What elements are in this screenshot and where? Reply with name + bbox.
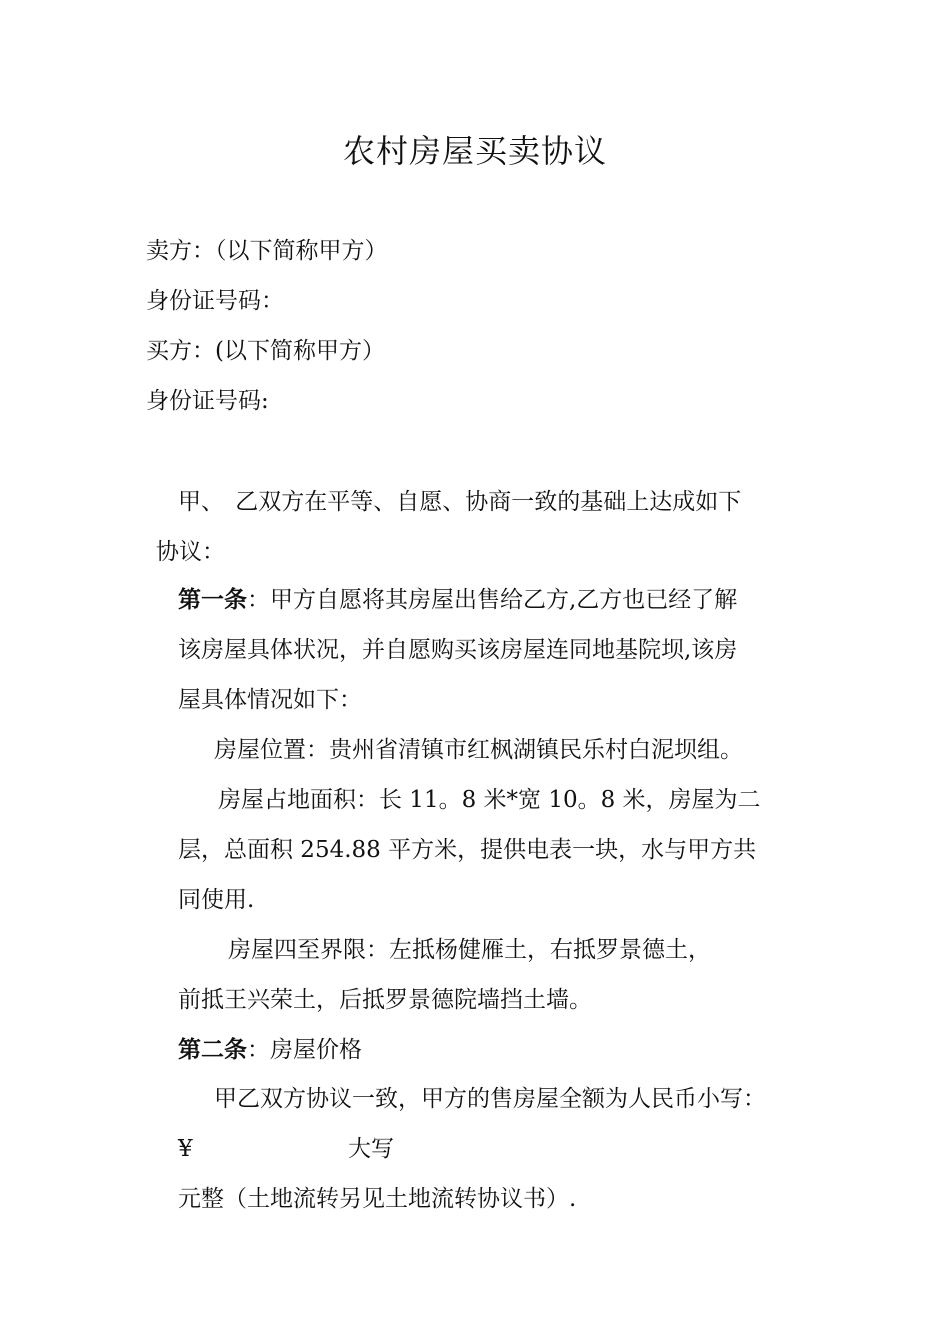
document-title: 农村房屋买卖协议 xyxy=(342,132,607,170)
location-line: 房屋位置：贵州省清镇市红枫湖镇民乐村白泥坝组。 xyxy=(214,737,743,763)
article-1-text: ：甲方自愿将其房屋出售给乙方,乙方也已经了解 xyxy=(247,587,738,613)
seller-line: 卖方：（以下简称甲方） xyxy=(146,238,388,264)
area-line-2: 层，总面积 254.88 平方米，提供电表一块，水与甲方共 xyxy=(178,837,757,863)
article-2-label: 第二条 xyxy=(178,1036,247,1063)
article-2-text: ：房屋价格 xyxy=(247,1037,362,1063)
article-1-line-1 xyxy=(178,584,737,616)
boundary-line-2: 前抵王兴荣土，后抵罗景德院墙挡土墙。 xyxy=(178,987,592,1013)
article-1-line-2: 该房屋具体状况，并自愿购买该房屋连同地基院坝,该房 xyxy=(178,637,738,663)
buyer-id-line: 身份证号码: xyxy=(146,388,269,414)
intro-line-2: 协议： xyxy=(156,539,225,565)
intro-line-1: 甲、 乙双方在平等、自愿、协商一致的基础上达成如下 xyxy=(178,489,742,515)
article-2-line xyxy=(178,1034,362,1066)
buyer-line: 买方：(以下简称甲方） xyxy=(146,338,385,364)
article-1-line-3: 屋具体情况如下： xyxy=(178,687,362,713)
article-1-label: 第一条 xyxy=(178,586,247,613)
boundary-line-1: 房屋四至界限：左抵杨健雁土，右抵罗景德土， xyxy=(228,937,711,963)
area-line-3: 同使用. xyxy=(178,887,255,913)
area-line-1: 房屋占地面积：长 11。8 米*宽 10。8 米，房屋为二 xyxy=(218,787,761,813)
price-upper-label: 大写 xyxy=(348,1136,394,1162)
price-line-3: 元整（土地流转另见土地流转协议书）. xyxy=(178,1186,577,1212)
price-symbol: ¥ xyxy=(178,1136,193,1162)
price-line-1: 甲乙双方协议一致，甲方的售房屋全额为人民币小写： xyxy=(214,1086,766,1112)
seller-id-line: 身份证号码： xyxy=(146,288,284,314)
